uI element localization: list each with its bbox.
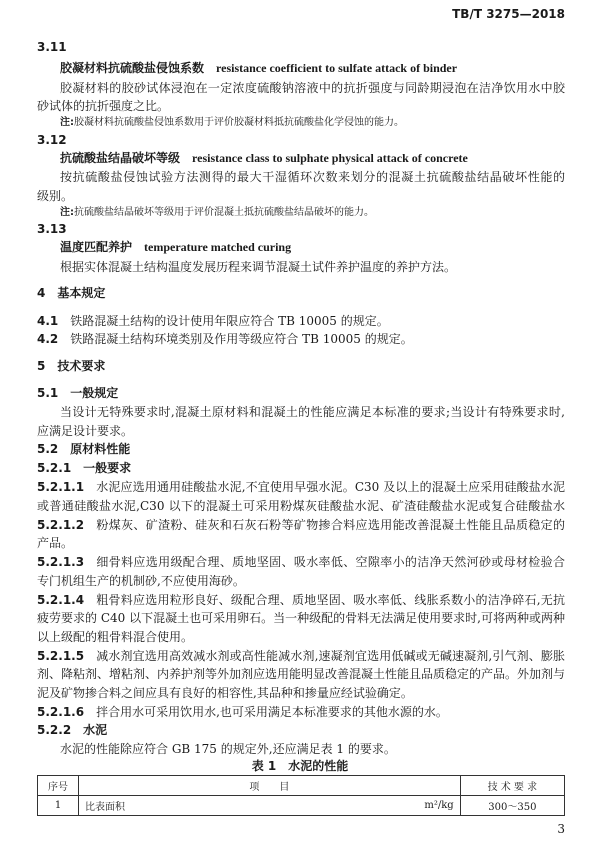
clause-number: 3.12	[37, 133, 67, 147]
cell-unit: m²/kg	[291, 796, 460, 816]
definition-line: 根据实体混凝土结构温度发展历程来调节混凝土试件养护温度的养护方法。	[60, 260, 457, 274]
term-title: 温度匹配养护 temperature matched curing	[60, 240, 292, 254]
header-cell: 序号	[38, 776, 79, 796]
clause-line: 剂、降粘剂、增粘剂、内养护剂等外加剂应选用能明显改善混凝土性能且品质稳定的产品。外加剂与	[37, 667, 565, 681]
section-heading: 5 技术要求	[37, 359, 106, 373]
header-cell: 技 术 要 求	[460, 776, 564, 796]
clause-line: 水泥的性能除应符合 GB 175 的规定外,还应满足表 1 的要求。	[60, 742, 396, 756]
table-row	[38, 796, 565, 816]
definition-line: 级别。	[37, 189, 74, 203]
subsection-heading: 5.2.2 水泥	[37, 723, 108, 737]
term-title: 胶凝材料抗硫酸盐侵蚀系数 resistance coefficient to sulfate attack of binder	[60, 61, 458, 75]
clause-line: 5.2.1.3 细骨料应选用级配合理、质地坚固、吸水率低、空隙率小的洁净天然河砂或母材检验合	[37, 555, 565, 569]
cell-no: 1	[38, 796, 79, 816]
clause-line: 应满足设计要求。	[37, 424, 134, 438]
clause-line: 5.2.1.5 减水剂宜选用高效减水剂或高性能减水剂,速凝剂宜选用低碱或无碱速凝剂,引气剂、膨胀	[37, 649, 565, 663]
page-number: 3	[557, 822, 565, 836]
cement-properties-table	[37, 775, 565, 816]
clause: 4.2 铁路混凝土结构环境类别及作用等级应符合 TB 10005 的规定。	[37, 332, 413, 346]
clause-number: 3.11	[37, 40, 67, 54]
clause-line: 5.2.1.6 拌合用水可采用饮用水,也可采用满足本标准要求的其他水源的水。	[37, 705, 448, 719]
subsection-heading: 5.2.1 一般要求	[37, 461, 132, 475]
clause-number: 3.13	[37, 222, 67, 236]
clause-line: 泥及矿物掺合料之间应具有良好的相容性,其品种和掺量应经试验确定。	[37, 686, 413, 700]
definition-line: 砂试体的抗折强度之比。	[37, 99, 170, 113]
definition-line: 胶凝材料的胶砂试体浸泡在一定浓度硫酸钠溶液中的抗折强度与同龄期浸泡在洁净饮用水中胶	[60, 81, 565, 95]
clause: 4.1 铁路混凝土结构的设计使用年限应符合 TB 10005 的规定。	[37, 314, 389, 328]
clause-line: 专门机组生产的机制砂,不应使用海砂。	[37, 574, 245, 588]
table-title: 表 1 水泥的性能	[251, 759, 349, 773]
clause-line: 以上级配的粗骨料混合使用。	[37, 630, 194, 644]
note: 注:抗硫酸盐结晶破坏等级用于评价混凝土抵抗硫酸盐结晶破坏的能力。	[60, 207, 374, 218]
clause-line: 5.2.1.4 粗骨料应选用粒形良好、级配合理、质地坚固、吸水率低、线胀系数小的洁净碎石,无抗	[37, 593, 565, 607]
note: 注:胶凝材料抗硫酸盐侵蚀系数用于评价胶凝材料抵抗硫酸盐化学侵蚀的能力。	[60, 117, 404, 128]
clause-line: 产品。	[37, 536, 74, 550]
clause-line: 5.2.1.1 水泥应选用通用硅酸盐水泥,不宜使用早强水泥。C30 及以上的混凝土应采用硅酸盐水泥	[37, 480, 565, 494]
clause-line: 5.2.1.2 粉煤灰、矿渣粉、硅灰和石灰石粉等矿物掺合料应选用能改善混凝土性能且品质稳定的	[37, 518, 565, 532]
subsection-heading: 5.2 原材料性能	[37, 442, 131, 456]
clause-line: 或普通硅酸盐水泥,C30 以下的混凝土可采用粉煤灰硅酸盐水泥、矿渣硅酸盐水泥或复合硅酸盐水	[37, 499, 565, 513]
table-header-row	[38, 776, 565, 796]
term-title: 抗硫酸盐结晶破坏等级 resistance class to sulphate physical attack of concrete	[60, 151, 468, 165]
definition-line: 按抗硫酸盐侵蚀试验方法测得的最大干湿循环次数来划分的混凝土抗硫酸盐结晶破坏性能的	[60, 170, 565, 184]
section-heading: 4 基本规定	[37, 286, 106, 300]
cell-requirement: 300～350	[460, 796, 564, 816]
subsection-heading: 5.1 一般规定	[37, 386, 119, 400]
cell-item: 比表面积	[79, 796, 291, 816]
clause-line: 当设计无特殊要求时,混凝土原材料和混凝土的性能应满足本标准的要求;当设计有特殊要求时,	[60, 405, 565, 419]
document-code-header: TB/T 3275—2018	[452, 7, 565, 21]
header-cell: 项 目	[79, 776, 461, 796]
clause-line: 疲劳要求的 C40 以下混凝土也可采用卵石。当一种级配的骨料无法满足使用要求时,可将两种或两种	[37, 611, 565, 625]
